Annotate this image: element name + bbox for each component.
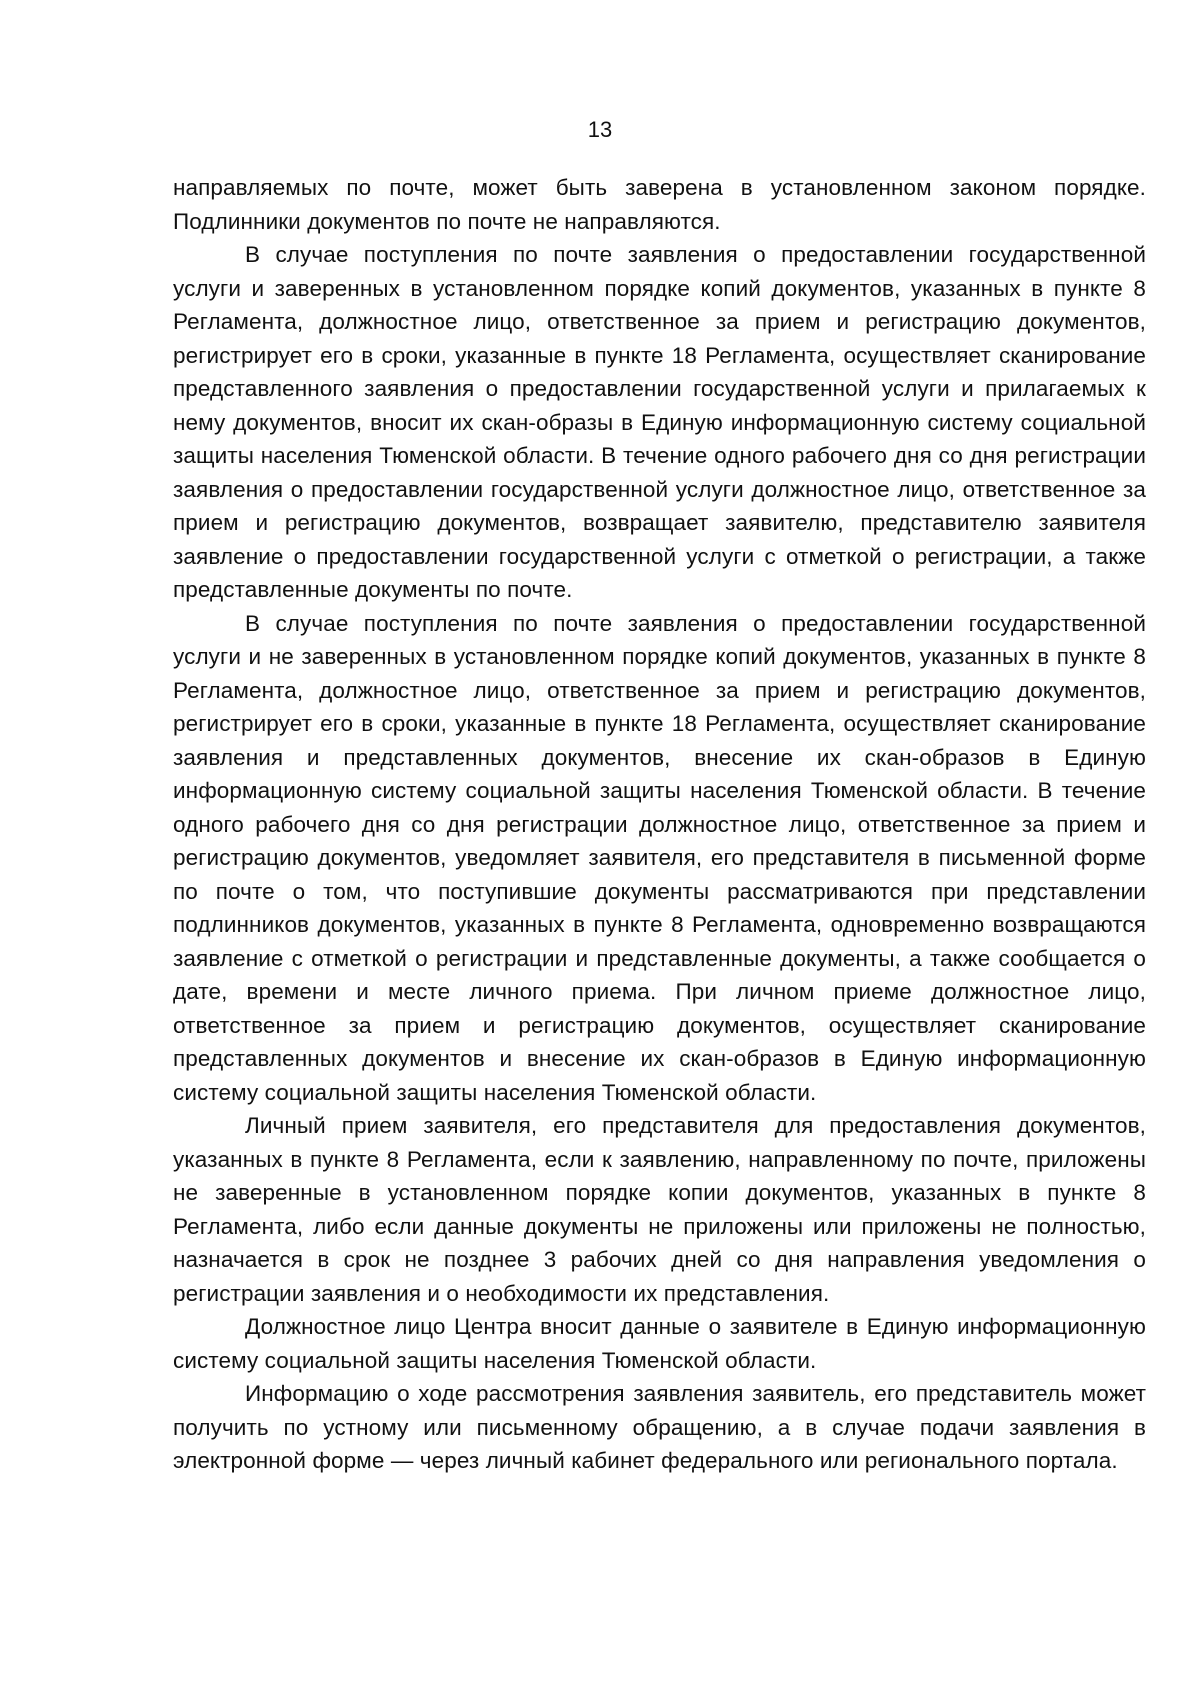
paragraph-2-mail-certified-copies: В случае поступления по почте заявления о предоставлении государственной услуги и заверенных в установленном порядке копий документов, указанных в пункте 8 Регламента, должностное лицо, ответственное за прием и регистрацию документов, регистрирует его в сроки, указанные в пункте 18 Регламента, осуществляет сканирование представленного заявления о предоставлении государственной услуги и прилагаемых к нему документов, вносит их скан-образы в Единую информационную систему социальной защиты населения Тюменской области. В течение одного рабочего дня со дня регистрации заявления о предоставлении государственной услуги должностное лицо, ответственное за прием и регистрацию документов, возвращает заявителю, представителю заявителя заявление о предоставлении государственной услуги с отметкой о регистрации, а также представленные документы по почте.	[173, 242, 1146, 602]
paragraph-4-personal-reception: Личный прием заявителя, его представителя для предоставления документов, указанных в пункте 8 Регламента, если к заявлению, направленному по почте, приложены не заверенные в установленном порядке копии документов, указанных в пункте 8 Регламента, либо если данные документы не приложены или приложены не полностью, назначается в срок не позднее 3 рабочих дней со дня направления уведомления о регистрации заявления и о необходимости их представления.	[173, 1113, 1146, 1306]
paragraph-5-data-entry: Должностное лицо Центра вносит данные о заявителе в Единую информационную систему социальной защиты населения Тюменской области.	[173, 1314, 1146, 1373]
document-body	[173, 171, 1146, 1478]
page-number: 13	[587, 117, 613, 142]
paragraph-3-mail-uncertified-copies: В случае поступления по почте заявления о предоставлении государственной услуги и не заверенных в установленном порядке копий документов, указанных в пункте 8 Регламента, должностное лицо, ответственное за прием и регистрацию документов, регистрирует его в сроки, указанные в пункте 18 Регламента, осуществляет сканирование заявления и представленных документов, внесение их скан-образов в Единую информационную систему социальной защиты населения Тюменской области. В течение одного рабочего дня со дня регистрации должностное лицо, ответственное за прием и регистрацию документов, уведомляет заявителя, его представителя в письменной форме по почте о том, что поступившие документы рассматриваются при представлении подлинников документов, указанных в пункте 8 Регламента, одновременно возвращаются заявление с отметкой о регистрации и представленные документы, а также сообщается о дате, времени и месте личного приема. При личном приеме должностное лицо, ответственное за прием и регистрацию документов, осуществляет сканирование представленных документов и внесение их скан-образов в Единую информационную систему социальной защиты населения Тюменской области.	[173, 610, 1146, 1105]
paragraph-6-status-information: Информацию о ходе рассмотрения заявления заявитель, его представитель может получить по устному или письменному обращению, а в случае подачи заявления в электронной форме — через личный кабинет федерального или регионального портала.	[173, 1381, 1146, 1473]
paragraph-1-continuation: направляемых по почте, может быть заверена в установленном законом порядке. Подлинники документов по почте не направляются.	[173, 175, 1146, 234]
